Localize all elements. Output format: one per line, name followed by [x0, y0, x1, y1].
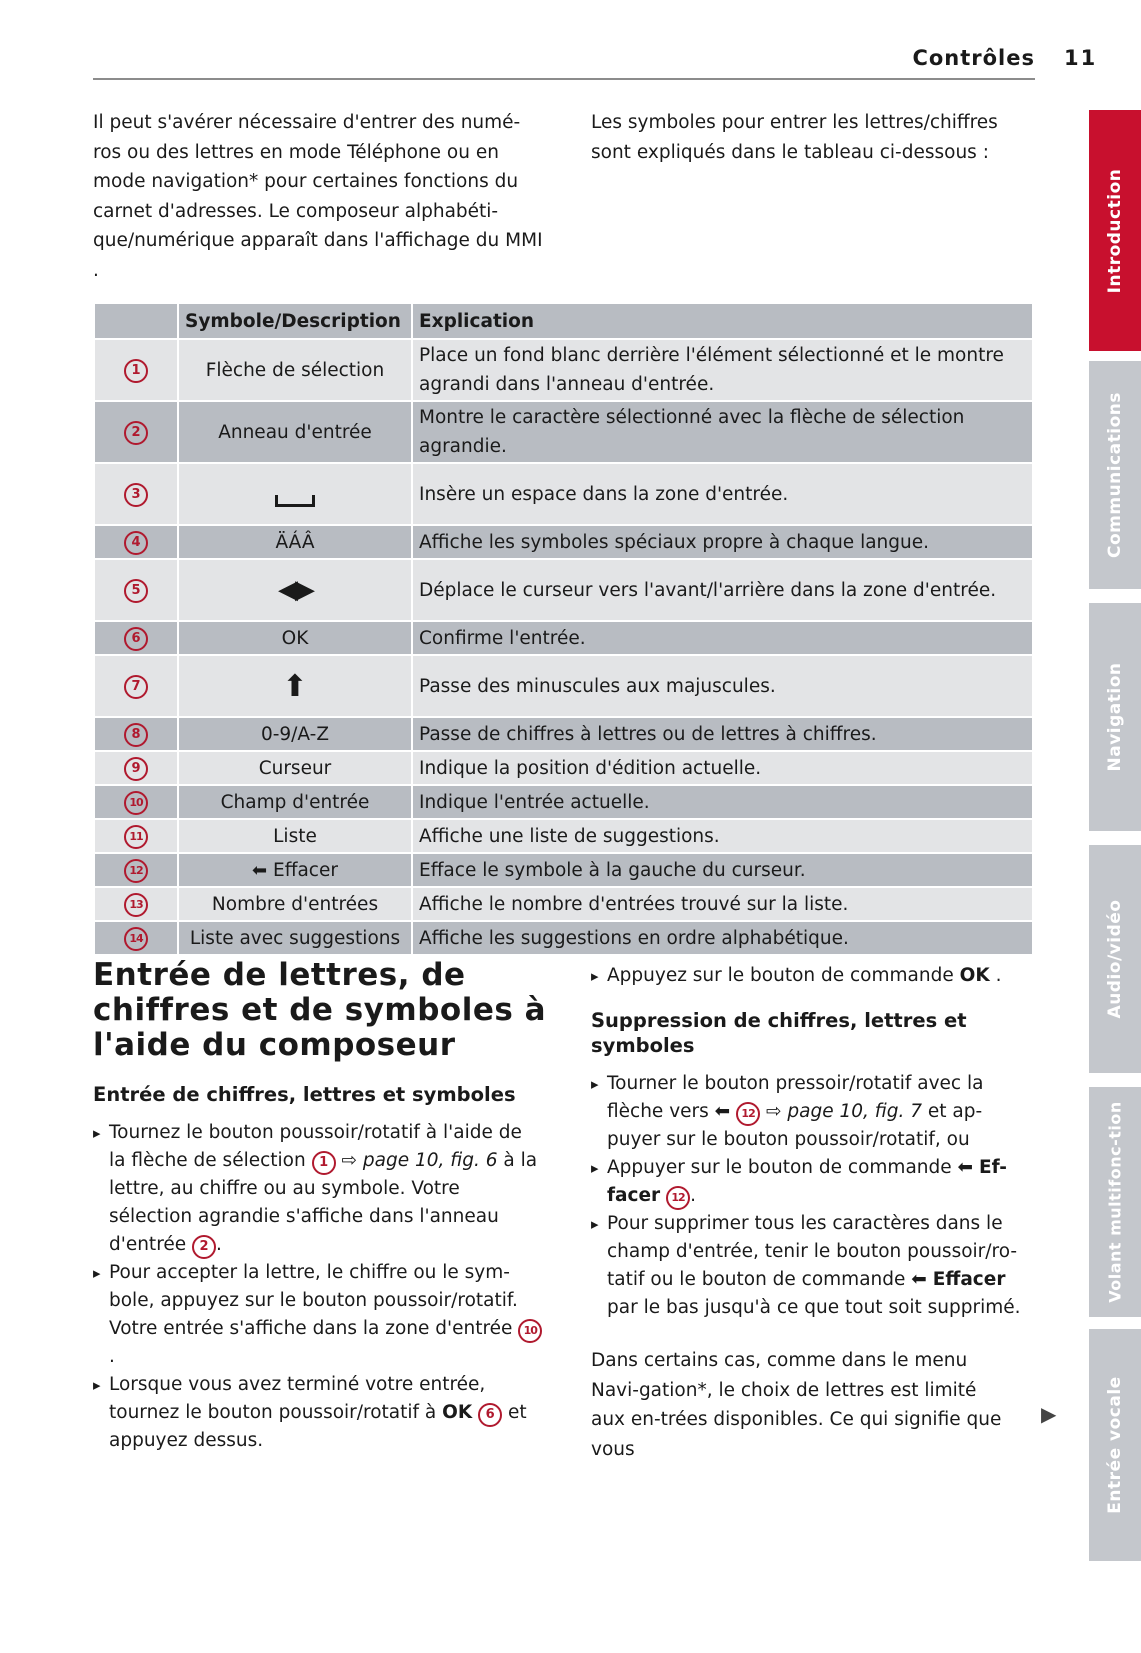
- closing-paragraph: Dans certains cas, comme dans le menu Navi-gation*, le choix de lettres est limité aux en-trées disponibles. Ce qui signifie que vous: [591, 1350, 1002, 1460]
- section-heading: Entrée de lettres, de chiffres et de symboles à l'aide du composeur: [93, 957, 547, 1063]
- section-title: Contrôles: [912, 46, 1035, 70]
- entry-steps-list: [93, 1119, 543, 1455]
- table-row: [94, 717, 1033, 751]
- symbol-description: OK: [178, 621, 412, 655]
- symbol-description: Liste avec suggestions: [178, 921, 412, 955]
- symbol-explanation: Affiche les suggestions en ordre alphabétique.: [412, 921, 1033, 955]
- symbol-explanation: Place un fond blanc derrière l'élément sélectionné et le montre agrandi dans l'anneau d'entrée.: [412, 339, 1033, 401]
- callout-number: 5: [124, 579, 148, 603]
- callout-number: 6: [124, 627, 148, 651]
- symbol-description: Liste: [178, 819, 412, 853]
- callout-number: 8: [124, 723, 148, 747]
- page-reference: page 10, fig. 6: [362, 1150, 498, 1171]
- list-item: ▸ Lorsque vous avez terminé votre entrée, tournez le bouton poussoir/rotatif à OK 6 et appuyez dessus.: [93, 1371, 543, 1455]
- table-row: [94, 621, 1033, 655]
- symbol-explanation: Affiche une liste de suggestions.: [412, 819, 1033, 853]
- table-row: [94, 887, 1033, 921]
- ok-step-list: [591, 962, 1031, 990]
- table-row: [94, 339, 1033, 401]
- table-row: [94, 921, 1033, 955]
- space-icon: [275, 495, 315, 507]
- page-number: 11: [1064, 46, 1098, 70]
- symbol-explanation: Efface le symbole à la gauche du curseur.: [412, 853, 1033, 887]
- table-row: [94, 525, 1033, 559]
- list-item: ▸ Tourner le bouton pressoir/rotatif avec la flèche vers ⬅ 12 ⇨ page 10, fig. 7 et ap-puyer sur le bouton poussoir/rotatif, ou: [591, 1070, 1031, 1154]
- callout-number: 10: [124, 791, 148, 815]
- table-row: [94, 751, 1033, 785]
- callout-number: 11: [124, 825, 148, 849]
- table-row: [94, 463, 1033, 525]
- table-row: [94, 853, 1033, 887]
- symbol-description: ÄÁÂ: [178, 525, 412, 559]
- callout-number: 13: [124, 893, 148, 917]
- backspace-arrow-icon: ⬅: [252, 859, 268, 881]
- symbol-explanation: Déplace le curseur vers l'avant/l'arrière dans la zone d'entrée.: [412, 559, 1033, 621]
- page-reference: page 10, fig. 7: [787, 1101, 922, 1122]
- tab-navigation[interactable]: Navigation: [1089, 603, 1141, 831]
- backspace-arrow-icon: ⬅: [957, 1157, 974, 1178]
- symbol-description: Flèche de sélection: [178, 339, 412, 401]
- tab-communications[interactable]: Communications: [1089, 361, 1141, 589]
- list-item: ▸ Pour accepter la lettre, le chiffre ou le sym-bole, appuyez sur le bouton poussoir/rotatif. Votre entrée s'affiche dans la zone d'entrée 10.: [93, 1259, 543, 1371]
- symbol-explanation: Passe de chiffres à lettres ou de lettres à chiffres.: [412, 717, 1033, 751]
- subheading-delete: Suppression de chiffres, lettres et symboles: [591, 1009, 967, 1057]
- list-item: ▸ Appuyer sur le bouton de commande ⬅ Ef-facer 12 .: [591, 1154, 1031, 1210]
- symbol-explanation: Indique l'entrée actuelle.: [412, 785, 1033, 819]
- table-row: [94, 819, 1033, 853]
- table-row: [94, 655, 1033, 717]
- callout-number: 9: [124, 757, 148, 781]
- table-header-row: [94, 303, 1033, 339]
- table-row: [94, 559, 1033, 621]
- header-number: [94, 303, 178, 339]
- symbols-table: [93, 302, 1034, 956]
- callout-ref: 6: [478, 1403, 502, 1427]
- callout-number: 14: [124, 927, 148, 951]
- callout-ref: 12: [666, 1186, 690, 1210]
- symbol-description: Curseur: [178, 751, 412, 785]
- page-ref-arrow-icon: ⇨: [765, 1101, 782, 1122]
- callout-ref: 1: [312, 1151, 336, 1175]
- tab-multifunction-wheel[interactable]: Volant multifonc-tion: [1089, 1087, 1141, 1317]
- symbol-explanation: Insère un espace dans la zone d'entrée.: [412, 463, 1033, 525]
- symbol-explanation: Affiche les symboles spéciaux propre à chaque langue.: [412, 525, 1033, 559]
- shift-up-arrow-icon: ⬆: [282, 668, 308, 704]
- tab-audio-video[interactable]: Audio/vidéo: [1089, 845, 1141, 1073]
- symbol-description: Effacer: [273, 859, 338, 881]
- callout-ref: 10: [518, 1319, 542, 1343]
- intro-paragraph-left: Il peut s'avérer nécessaire d'entrer des numé-ros ou des lettres en mode Téléphone ou en mode navigation* pour certaines fonctions du carnet d'adresses. Le composeur alphabéti-que/numérique apparaît dans l'affichage du MMI .: [93, 112, 543, 281]
- symbol-description: Anneau d'entrée: [178, 401, 412, 463]
- callout-number: 12: [124, 859, 148, 883]
- tab-introduction[interactable]: Introduction: [1089, 110, 1141, 351]
- callout-number: 2: [124, 421, 148, 445]
- symbol-explanation: Montre le caractère sélectionné avec la flèche de sélection agrandie.: [412, 401, 1033, 463]
- callout-number: 3: [124, 483, 148, 507]
- left-right-arrows-icon: ◀▶: [278, 575, 312, 605]
- callout-number: 1: [124, 359, 148, 383]
- delete-steps-list: [591, 1070, 1031, 1322]
- backspace-arrow-icon: ⬅: [911, 1269, 927, 1290]
- symbol-explanation: Confirme l'entrée.: [412, 621, 1033, 655]
- symbol-explanation: Passe des minuscules aux majuscules.: [412, 655, 1033, 717]
- header-symbol: Symbole/Description: [178, 303, 412, 339]
- symbol-explanation: Affiche le nombre d'entrées trouvé sur la liste.: [412, 887, 1033, 921]
- list-item: ▸ Pour supprimer tous les caractères dans le champ d'entrée, tenir le bouton poussoir/ro-tatif ou le bouton de commande ⬅ Effacer par le bas jusqu'à ce que tout soit supprimé.: [591, 1210, 1031, 1322]
- list-item: ▸ Tournez le bouton poussoir/rotatif à l'aide de la flèche de sélection 1 ⇨ page 10, fig. 6 à la lettre, au chiffre ou au symbole. Votre sélection agrandie s'affiche dans l'anneau d'entrée 2 .: [93, 1119, 543, 1259]
- backspace-arrow-icon: ⬅: [714, 1101, 731, 1122]
- callout-number: 7: [124, 675, 148, 699]
- callout-number: 4: [124, 531, 148, 555]
- subheading-entry: Entrée de chiffres, lettres et symboles: [93, 1083, 516, 1106]
- tab-voice-input[interactable]: Entrée vocale: [1089, 1329, 1141, 1561]
- header-rule: [93, 78, 1035, 80]
- page-ref-arrow-icon: ⇨: [341, 1150, 358, 1171]
- symbol-description: 0-9/A-Z: [178, 717, 412, 751]
- symbol-description: Champ d'entrée: [178, 785, 412, 819]
- list-item: ▸ Appuyez sur le bouton de commande OK .: [591, 962, 1031, 990]
- callout-ref: 12: [736, 1102, 760, 1126]
- table-row: [94, 785, 1033, 819]
- symbol-explanation: Indique la position d'édition actuelle.: [412, 751, 1033, 785]
- table-row: [94, 401, 1033, 463]
- symbol-description: Nombre d'entrées: [178, 887, 412, 921]
- header-explanation: Explication: [412, 303, 1033, 339]
- callout-ref: 2: [192, 1235, 216, 1259]
- intro-paragraph-right: Les symboles pour entrer les lettres/chiffres sont expliqués dans le tableau ci-dessous :: [591, 112, 998, 163]
- continue-arrow-icon: ▶: [1041, 1402, 1057, 1426]
